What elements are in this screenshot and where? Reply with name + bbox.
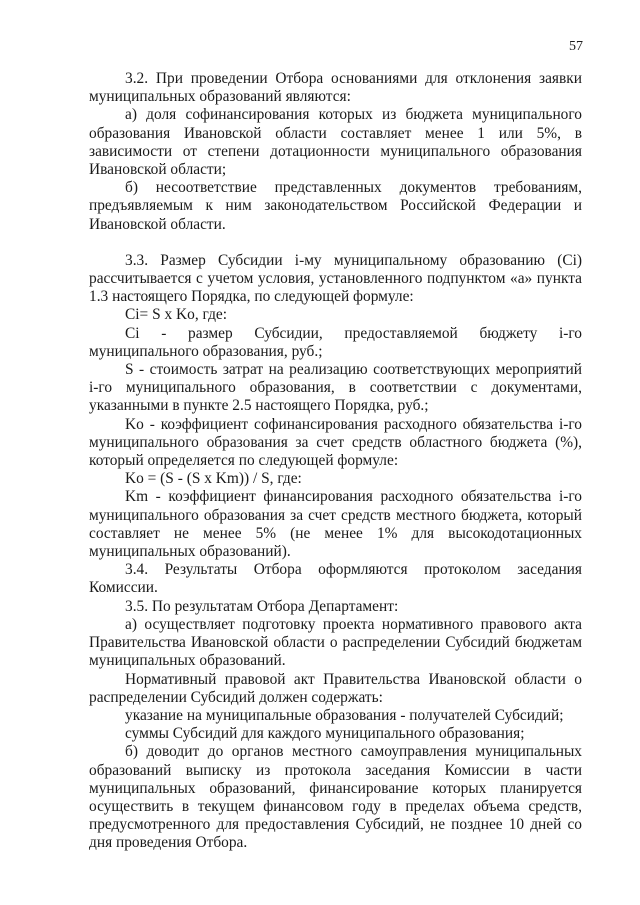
list-item-recipients: указание на муниципальные образования - получателей Субсидий; — [125, 706, 564, 724]
paragraph-3-5-b: б) доводит до органов местного самоуправления муниципальных образований выписку из протокола заседания Комиссии в части муниципальных образований, финансирование которых планируется осуществить в текущем финансовом году в пределах объема средств, предусмотренного для предоставления Субсидий, не позднее 10 дней со дня проведения Отбора. — [89, 743, 582, 852]
document-body — [89, 70, 582, 853]
formula-ci: Ci= S x Ko, где: — [125, 306, 228, 324]
paragraph-normative-act: Нормативный правовой акт Правительства Ивановской области о распределении Субсидий должен содержать: — [89, 670, 582, 706]
page-number: 57 — [569, 39, 583, 54]
paragraph-3-2: 3.2. При проведении Отбора основаниями для отклонения заявки муниципальных образований являются: — [89, 70, 582, 106]
paragraph-3-5: 3.5. По результатам Отбора Департамент: — [125, 597, 399, 615]
paragraph-3-4: 3.4. Результаты Отбора оформляются протоколом заседания Комиссии. — [89, 561, 582, 597]
paragraph-3-3: 3.3. Размер Субсидии i-му муниципальному образованию (Ci) рассчитывается с учетом условия, установленного подпунктом «а» пункта 1.3 настоящего Порядка, по следующей формуле: — [89, 251, 582, 306]
formula-ko: Ko = (S - (S x Km)) / S, где: — [125, 470, 302, 488]
definition-s: S - стоимость затрат на реализацию соответствующих мероприятий i-го муниципального образования, в соответствии с документами, указанными в пункте 2.5 настоящего Порядка, руб.; — [89, 361, 582, 415]
definition-ci: Ci - размер Субсидии, предоставляемой бюджету i-го муниципального образования, руб.; — [89, 324, 582, 360]
definition-ko: Ko - коэффициент софинансирования расходного обязательства i-го муниципального образования за счет средств областного бюджета (%), который определяется по следующей формуле: — [89, 415, 582, 470]
list-item-amounts: суммы Субсидий для каждого муниципального образования; — [125, 725, 525, 743]
paragraph-3-2-b: б) несоответствие представленных документов требованиям, предъявляемым к ним законодательством Российской Федерации и Ивановской области. — [89, 179, 582, 233]
definition-km: Km - коэффициент финансирования расходного обязательства i-го муниципального образования за счет средств местного бюджета, который составляет не менее 5% (не менее 1% для высокодотационных муниципальных образований). — [89, 488, 582, 561]
paragraph-3-5-a: а) осуществляет подготовку проекта нормативного правового акта Правительства Ивановской области о распределении Субсидий бюджетам муниципальных образований. — [89, 615, 582, 670]
paragraph-3-2-a: а) доля софинансирования которых из бюджета муниципального образования Ивановской области составляет менее 1 или 5%, в зависимости от степени дотационности муниципального образования Ивановской области; — [89, 106, 582, 179]
section-gap — [89, 234, 582, 252]
